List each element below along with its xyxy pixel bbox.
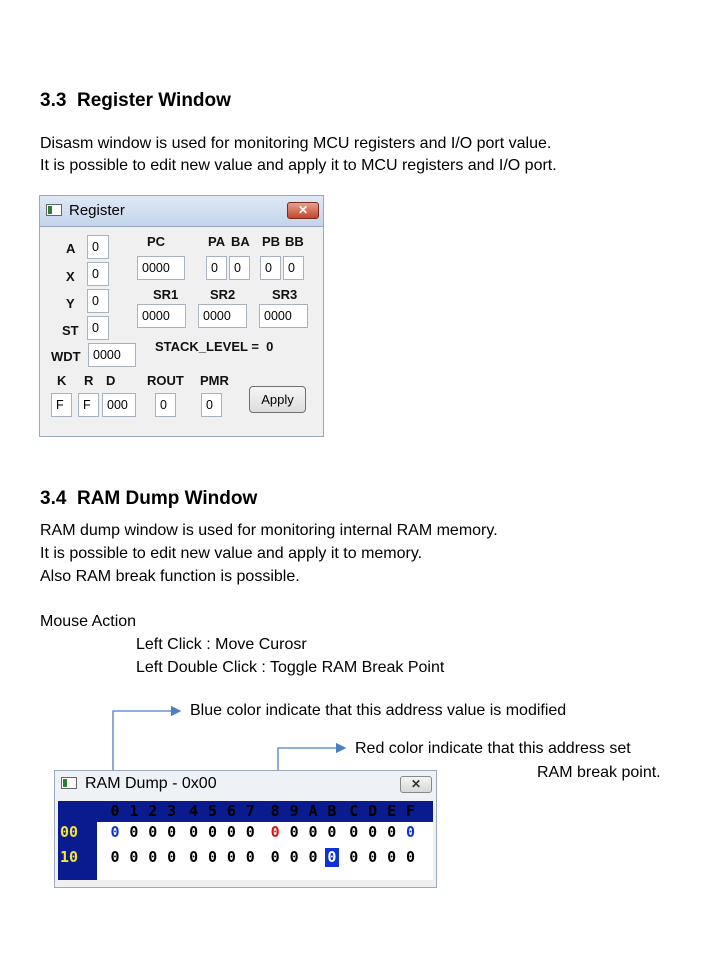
- label-a: A: [66, 241, 76, 256]
- label-x: X: [66, 269, 75, 284]
- label-wdt: WDT: [51, 349, 81, 364]
- field-x[interactable]: 0: [87, 262, 109, 286]
- ram-cell[interactable]: 0: [289, 848, 299, 866]
- label-pa: PA: [208, 234, 226, 249]
- ram-cell[interactable]: 0: [387, 823, 397, 841]
- ram-cell[interactable]: 0: [270, 848, 280, 866]
- ram-cell[interactable]: 0: [349, 823, 359, 841]
- label-sr1: SR1: [153, 287, 179, 302]
- ram-column-label: 3: [167, 802, 177, 820]
- register-description-line1: Disasm window is used for monitoring MCU registers and I/O port value.: [40, 135, 552, 152]
- label-sr2: SR2: [210, 287, 236, 302]
- window-icon: [61, 777, 77, 789]
- ram-cell[interactable]: 0: [226, 848, 236, 866]
- ram-column-label: D: [368, 802, 378, 820]
- ram-cell[interactable]: 0: [167, 823, 177, 841]
- ram-cell[interactable]: 0: [405, 848, 416, 866]
- ram-cell[interactable]: 0: [368, 823, 378, 841]
- field-k[interactable]: F: [51, 393, 72, 417]
- label-k: K: [57, 373, 67, 388]
- field-d[interactable]: 000: [102, 393, 136, 417]
- ram-cell[interactable]: 0: [226, 823, 236, 841]
- field-pb[interactable]: 0: [260, 256, 281, 280]
- ram-cell[interactable]: 0: [308, 848, 318, 866]
- ram-description-line3: Also RAM break function is possible.: [40, 568, 300, 585]
- label-r: R: [84, 373, 94, 388]
- ram-cell[interactable]: 0: [405, 823, 416, 841]
- ram-description-line2: It is possible to edit new value and apply it to memory.: [40, 545, 423, 562]
- ram-cell[interactable]: 0: [148, 848, 158, 866]
- section-heading-register: 3.3 Register Window: [40, 90, 231, 111]
- ram-cell[interactable]: 0: [368, 848, 378, 866]
- label-rout: ROUT: [147, 373, 184, 388]
- ram-cell[interactable]: 0: [349, 848, 359, 866]
- ram-column-label: B: [327, 802, 337, 820]
- ram-dump-window: [54, 770, 437, 888]
- ram-cell[interactable]: 0: [387, 848, 397, 866]
- field-sr2[interactable]: 0000: [198, 304, 247, 328]
- callout-red-text-line1: Red color indicate that this address set: [355, 740, 631, 757]
- ram-column-label: 4: [189, 802, 199, 820]
- register-window-title: Register: [69, 202, 125, 219]
- apply-button[interactable]: Apply: [249, 386, 306, 413]
- ram-cell[interactable]: 0: [270, 823, 280, 841]
- field-wdt[interactable]: 0000: [88, 343, 136, 367]
- close-button[interactable]: ✕: [400, 776, 432, 793]
- label-y: Y: [66, 296, 75, 311]
- label-pc: PC: [147, 234, 166, 249]
- field-pmr[interactable]: 0: [201, 393, 222, 417]
- ram-cell[interactable]: 0: [129, 823, 139, 841]
- ram-column-label: 6: [226, 802, 236, 820]
- ram-cell[interactable]: 0: [327, 823, 337, 841]
- ram-column-label: E: [387, 802, 397, 820]
- field-ba[interactable]: 0: [229, 256, 250, 280]
- ram-description-line1: RAM dump window is used for monitoring internal RAM memory.: [40, 522, 498, 539]
- ram-dump-window-title: RAM Dump - 0x00: [85, 775, 217, 792]
- label-bb: BB: [285, 234, 304, 249]
- ram-cell[interactable]: 0: [289, 823, 299, 841]
- ram-column-label: F: [405, 802, 416, 820]
- label-d: D: [106, 373, 116, 388]
- ram-cell[interactable]: 0: [189, 823, 199, 841]
- ram-cell[interactable]: 0: [308, 823, 318, 841]
- ram-cell[interactable]: 0: [148, 823, 158, 841]
- ram-cell[interactable]: 0: [189, 848, 199, 866]
- label-pb: PB: [262, 234, 281, 249]
- field-y[interactable]: 0: [87, 289, 109, 313]
- label-pmr: PMR: [200, 373, 229, 388]
- ram-cell[interactable]: 0: [129, 848, 139, 866]
- field-rout[interactable]: 0: [155, 393, 176, 417]
- label-sr3: SR3: [272, 287, 298, 302]
- close-button[interactable]: ✕: [287, 202, 319, 219]
- field-a[interactable]: 0: [87, 235, 109, 259]
- ram-cell[interactable]: 0: [325, 848, 339, 867]
- field-bb[interactable]: 0: [283, 256, 304, 280]
- mouse-action-left-click: Left Click : Move Curosr: [136, 636, 307, 653]
- section-heading-ram: 3.4 RAM Dump Window: [40, 488, 258, 509]
- label-st: ST: [62, 323, 79, 338]
- ram-cell[interactable]: 0: [110, 848, 120, 866]
- mouse-action-double-click: Left Double Click : Toggle RAM Break Point: [136, 659, 445, 676]
- ram-column-label: 8: [270, 802, 280, 820]
- label-ba: BA: [231, 234, 250, 249]
- ram-cell[interactable]: 0: [245, 823, 255, 841]
- field-r[interactable]: F: [78, 393, 99, 417]
- callout-blue-text: Blue color indicate that this address value is modified: [190, 702, 567, 719]
- ram-column-label: C: [349, 802, 359, 820]
- mouse-action-heading: Mouse Action: [40, 613, 137, 630]
- callout-red-text-line2: RAM break point.: [537, 764, 661, 781]
- ram-column-label: 5: [207, 802, 218, 820]
- ram-column-label: 7: [245, 802, 255, 820]
- field-sr1[interactable]: 0000: [137, 304, 186, 328]
- field-pa[interactable]: 0: [206, 256, 227, 280]
- ram-cell[interactable]: 0: [245, 848, 255, 866]
- ram-column-label: 1: [129, 802, 139, 820]
- ram-cell[interactable]: 0: [110, 823, 120, 841]
- ram-column-label: A: [308, 802, 318, 820]
- field-st[interactable]: 0: [87, 316, 109, 340]
- field-pc[interactable]: 0000: [137, 256, 185, 280]
- field-sr3[interactable]: 0000: [259, 304, 308, 328]
- ram-column-label: 9: [289, 802, 299, 820]
- register-description-line2: It is possible to edit new value and apply it to MCU registers and I/O port.: [40, 157, 557, 174]
- ram-column-label: 2: [148, 802, 158, 820]
- stack-level-readout: STACK_LEVEL = 0: [155, 339, 274, 354]
- ram-column-label: 0: [110, 802, 120, 820]
- ram-row-address: 00: [60, 823, 79, 841]
- ram-cell[interactable]: 0: [167, 848, 177, 866]
- ram-cell[interactable]: 0: [207, 848, 218, 866]
- ram-grid: [58, 801, 433, 880]
- ram-dump-titlebar[interactable]: [55, 771, 436, 798]
- ram-cell[interactable]: 0: [207, 823, 218, 841]
- ram-row-address: 10: [60, 848, 79, 866]
